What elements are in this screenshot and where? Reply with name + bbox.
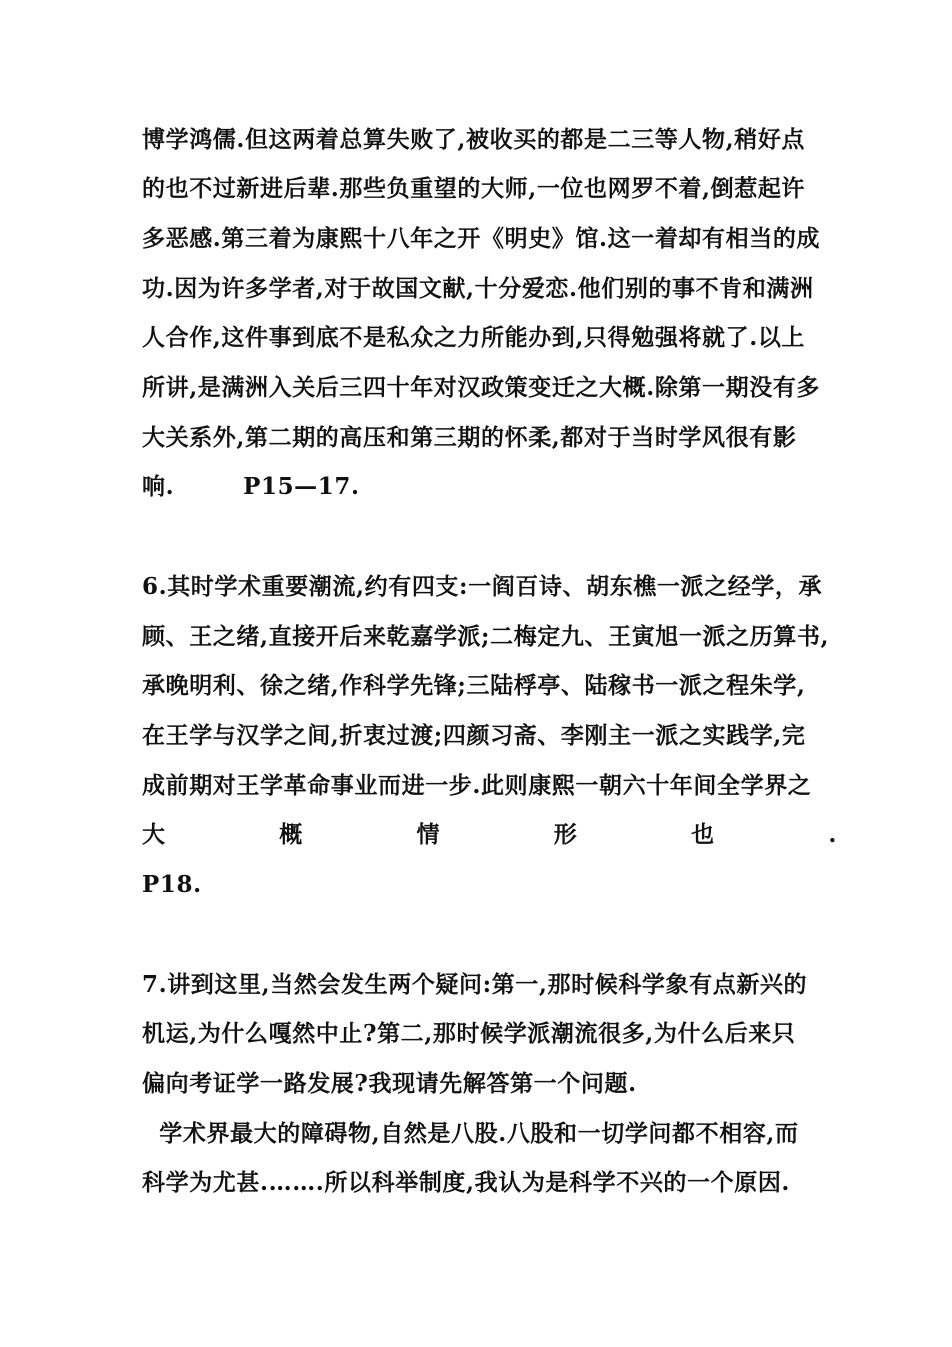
spread-char: 形 — [553, 821, 578, 848]
text-line: 偏向考证学一路发展?我现请先解答第一个问题. — [142, 1070, 637, 1097]
text-line: 人合作,这件事到底不是私众之力所能办到,只得勉强将就了.以上 — [142, 324, 806, 351]
text-line: 顾、王之绪,直接开后来乾嘉学派;二梅定九、王寅旭一派之历算书, — [142, 623, 830, 650]
text-line: 学术界最大的障碍物,自然是八股.八股和一切学问都不相容,而 — [142, 1120, 799, 1147]
page-reference-line: 响. P15—17. — [142, 473, 360, 500]
spread-text-line — [142, 815, 837, 855]
text-line: 6.其时学术重要潮流,约有四支:一阎百诗、胡东樵一派之经学，承 — [142, 573, 823, 600]
text-line: 博学鸿儒.但这两着总算失败了,被收买的都是二三等人物,稍好点 — [142, 126, 806, 153]
text-line: 多恶感.第三着为康熙十八年之开《明史》馆.这一着却有相当的成 — [142, 225, 821, 252]
spread-char: 情 — [416, 821, 441, 848]
text-line: 科学为尤甚.…….所以科举制度,我认为是科学不兴的一个原因. — [142, 1169, 791, 1196]
spread-char: 概 — [279, 821, 303, 848]
text-line: 7.讲到这里,当然会发生两个疑问:第一,那时候科学象有点新兴的 — [142, 971, 808, 998]
text-line: 所讲,是满洲入关后三四十年对汉政策变迁之大概.除第一期没有多 — [142, 374, 821, 401]
text-line: 承晚明利、徐之绪,作科学先锋;三陆桴亭、陆稼书一派之程朱学, — [142, 672, 806, 699]
spread-char: 大 — [142, 821, 166, 848]
page-reference-line: P18. — [142, 871, 202, 898]
spread-char: 也 — [691, 821, 715, 848]
text-line: 大关系外,第二期的高压和第三期的怀柔,都对于当时学风很有影 — [142, 424, 797, 451]
text-line: 的也不过新进后辈.那些负重望的大师,一位也网罗不着,倒惹起许 — [142, 175, 806, 202]
text-line: 机运,为什么嘎然中止?第二,那时候学派潮流很多,为什么后来只 — [142, 1020, 796, 1047]
spread-char: . — [828, 821, 837, 848]
text-line: 在王学与汉学之间,折衷过渡;四颜习斋、李刚主一派之实践学,完 — [142, 722, 806, 749]
text-line: 成前期对王学革命事业而进一步.此则康熙一朝六十年间全学界之 — [142, 772, 812, 799]
text-line: 功.因为许多学者,对于故国文献,十分爱恋.他们别的事不肯和满洲 — [142, 275, 814, 302]
